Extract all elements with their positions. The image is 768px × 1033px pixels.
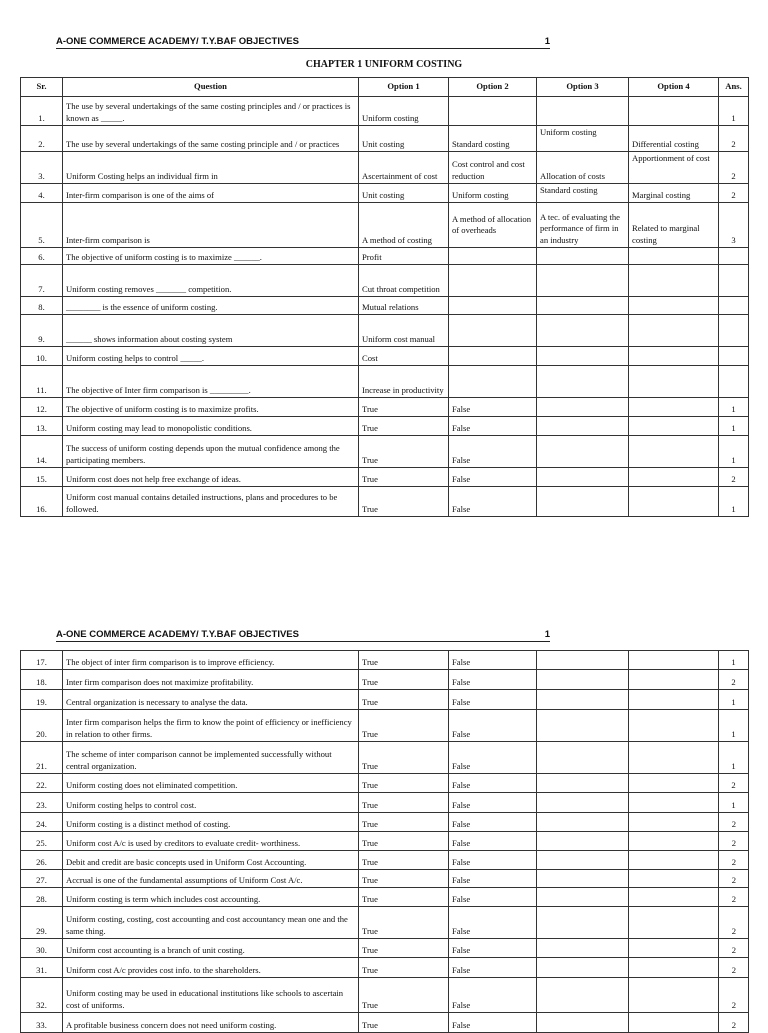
option-3 (537, 297, 629, 315)
col-header-answer: Ans. (719, 78, 749, 97)
answer: 2 (719, 851, 749, 870)
option-3 (537, 958, 629, 978)
option-2: False (449, 651, 537, 670)
question-text: The object of inter firm comparison is to improve efficiency. (63, 651, 359, 670)
table-row (21, 813, 749, 832)
option-2: False (449, 774, 537, 793)
col-header-option-1: Option 1 (359, 78, 449, 97)
question-text: Uniform costing may be used in educational institutions like schools to ascertain cost of uniforms. (63, 978, 359, 1013)
question-text: A profitable business concern does not need uniform costing. (63, 1013, 359, 1033)
table-row (21, 774, 749, 793)
option-2 (449, 347, 537, 366)
col-header-sr: Sr. (21, 78, 63, 97)
question-text: Uniform costing, costing, cost accounting and cost accountancy mean one and the same thing. (63, 907, 359, 939)
question-number: 13. (21, 417, 63, 436)
question-number: 7. (21, 265, 63, 297)
answer: 2 (719, 1013, 749, 1033)
question-number: 10. (21, 347, 63, 366)
option-4 (629, 793, 719, 813)
option-2 (449, 248, 537, 265)
answer: 2 (719, 670, 749, 690)
answer: 1 (719, 97, 749, 126)
option-1: True (359, 978, 449, 1013)
answer (719, 248, 749, 265)
option-1: True (359, 651, 449, 670)
option-1: Profit (359, 248, 449, 265)
answer (719, 315, 749, 347)
header-page-number-2: 1 (544, 629, 550, 640)
option-4 (629, 468, 719, 487)
question-text: Uniform cost A/c is used by creditors to evaluate credit- worthiness. (63, 832, 359, 851)
option-3 (537, 939, 629, 958)
option-3 (537, 742, 629, 774)
option-3 (537, 832, 629, 851)
header-title-2: A-ONE COMMERCE ACADEMY/ T.Y.BAF OBJECTIVES (56, 629, 299, 640)
option-1: Ascertainment of cost (359, 152, 449, 184)
option-4 (629, 690, 719, 710)
answer: 2 (719, 939, 749, 958)
option-1: True (359, 888, 449, 907)
option-3 (537, 248, 629, 265)
table-row (21, 398, 749, 417)
option-2: False (449, 813, 537, 832)
question-number: 16. (21, 487, 63, 517)
table-row (21, 487, 749, 517)
option-1: A method of costing (359, 203, 449, 248)
question-text: Uniform cost does not help free exchange of ideas. (63, 468, 359, 487)
option-2: Standard costing (449, 126, 537, 152)
option-4: Marginal costing (629, 184, 719, 203)
col-header-option-4: Option 4 (629, 78, 719, 97)
question-text: Accrual is one of the fundamental assumptions of Uniform Cost A/c. (63, 870, 359, 888)
option-3 (537, 366, 629, 398)
option-4 (629, 1013, 719, 1033)
option-2 (449, 366, 537, 398)
answer: 1 (719, 651, 749, 670)
option-3: A tec. of evaluating the performance of firm in an industry (537, 203, 629, 248)
answer (719, 297, 749, 315)
option-4 (629, 958, 719, 978)
question-text: Uniform cost accounting is a branch of unit costing. (63, 939, 359, 958)
option-2: False (449, 888, 537, 907)
option-4 (629, 297, 719, 315)
question-text: ______ shows information about costing system (63, 315, 359, 347)
question-number: 31. (21, 958, 63, 978)
answer: 2 (719, 184, 749, 203)
option-4 (629, 907, 719, 939)
option-3 (537, 907, 629, 939)
option-3 (537, 710, 629, 742)
answer: 2 (719, 870, 749, 888)
option-2: Cost control and cost reduction (449, 152, 537, 184)
question-number: 11. (21, 366, 63, 398)
question-text: Uniform costing helps to control _____. (63, 347, 359, 366)
answer: 1 (719, 417, 749, 436)
option-1: True (359, 958, 449, 978)
option-3 (537, 265, 629, 297)
question-number: 20. (21, 710, 63, 742)
option-1: Increase in productivity (359, 366, 449, 398)
objectives-table-1 (20, 77, 749, 517)
option-4: Differential costing (629, 126, 719, 152)
option-2: False (449, 793, 537, 813)
question-number: 18. (21, 670, 63, 690)
answer: 2 (719, 774, 749, 793)
option-4 (629, 347, 719, 366)
option-4 (629, 813, 719, 832)
answer: 1 (719, 690, 749, 710)
question-text: Uniform costing helps to control cost. (63, 793, 359, 813)
question-text: The scheme of inter comparison cannot be implemented successfully without central organization. (63, 742, 359, 774)
option-3 (537, 870, 629, 888)
question-number: 5. (21, 203, 63, 248)
answer: 1 (719, 742, 749, 774)
option-4 (629, 398, 719, 417)
option-4 (629, 888, 719, 907)
option-2 (449, 297, 537, 315)
question-text: Uniform cost manual contains detailed instructions, plans and procedures to be followed. (63, 487, 359, 517)
question-number: 14. (21, 436, 63, 468)
option-1: True (359, 774, 449, 793)
option-4 (629, 265, 719, 297)
page-header-1 (56, 36, 550, 49)
option-2: Uniform costing (449, 184, 537, 203)
answer: 2 (719, 468, 749, 487)
option-3 (537, 670, 629, 690)
question-number: 29. (21, 907, 63, 939)
option-1: True (359, 793, 449, 813)
option-3 (537, 1013, 629, 1033)
header-title: A-ONE COMMERCE ACADEMY/ T.Y.BAF OBJECTIVES (56, 36, 299, 47)
option-3 (537, 398, 629, 417)
objectives-table-2 (20, 650, 749, 1033)
option-3 (537, 468, 629, 487)
table-row (21, 742, 749, 774)
option-3 (537, 978, 629, 1013)
option-1: Cut throat competition (359, 265, 449, 297)
option-2: A method of allocation of overheads (449, 203, 537, 248)
answer: 2 (719, 813, 749, 832)
table-row (21, 347, 749, 366)
table-row (21, 366, 749, 398)
question-number: 27. (21, 870, 63, 888)
question-text: Uniform Costing helps an individual firm in (63, 152, 359, 184)
option-2 (449, 265, 537, 297)
question-number: 3. (21, 152, 63, 184)
option-1: True (359, 851, 449, 870)
question-text: Uniform costing removes _______ competition. (63, 265, 359, 297)
option-3 (537, 888, 629, 907)
table-row (21, 670, 749, 690)
option-4 (629, 651, 719, 670)
table-row (21, 651, 749, 670)
table-row (21, 888, 749, 907)
option-3: Uniform costing (537, 126, 629, 152)
question-number: 33. (21, 1013, 63, 1033)
question-text: Inter firm comparison helps the firm to know the point of efficiency or inefficiency in relation to other firms. (63, 710, 359, 742)
option-1: Cost (359, 347, 449, 366)
question-number: 32. (21, 978, 63, 1013)
option-1: True (359, 710, 449, 742)
option-2 (449, 315, 537, 347)
option-1: True (359, 813, 449, 832)
question-number: 1. (21, 97, 63, 126)
option-1: Mutual relations (359, 297, 449, 315)
option-4 (629, 939, 719, 958)
question-number: 26. (21, 851, 63, 870)
question-text: Inter-firm comparison is (63, 203, 359, 248)
option-2: False (449, 670, 537, 690)
option-3: Standard costing (537, 184, 629, 203)
question-number: 15. (21, 468, 63, 487)
option-3: Allocation of costs (537, 152, 629, 184)
table-row (21, 870, 749, 888)
question-text: Uniform costing is term which includes cost accounting. (63, 888, 359, 907)
option-1: True (359, 487, 449, 517)
option-3 (537, 774, 629, 793)
answer: 1 (719, 398, 749, 417)
table-row (21, 710, 749, 742)
option-2: False (449, 851, 537, 870)
option-3 (537, 347, 629, 366)
option-4 (629, 248, 719, 265)
question-number: 8. (21, 297, 63, 315)
table-row (21, 97, 749, 126)
option-2: False (449, 468, 537, 487)
option-4 (629, 97, 719, 126)
table-row (21, 248, 749, 265)
table-row (21, 126, 749, 152)
question-text: The objective of uniform costing is to maximize profits. (63, 398, 359, 417)
option-1: True (359, 398, 449, 417)
question-number: 25. (21, 832, 63, 851)
answer: 2 (719, 126, 749, 152)
option-1: True (359, 436, 449, 468)
table-row (21, 1013, 749, 1033)
header-page-number: 1 (544, 36, 550, 47)
answer (719, 347, 749, 366)
question-number: 6. (21, 248, 63, 265)
question-number: 22. (21, 774, 63, 793)
question-text: The use by several undertakings of the same costing principles and / or practices is known as _____. (63, 97, 359, 126)
option-3 (537, 651, 629, 670)
question-text: The success of uniform costing depends upon the mutual confidence among the participating members. (63, 436, 359, 468)
option-2: False (449, 870, 537, 888)
option-3 (537, 315, 629, 347)
table-row (21, 417, 749, 436)
answer: 2 (719, 978, 749, 1013)
table-row (21, 851, 749, 870)
question-number: 28. (21, 888, 63, 907)
option-1: True (359, 907, 449, 939)
answer: 1 (719, 710, 749, 742)
option-2: False (449, 742, 537, 774)
table-row (21, 907, 749, 939)
option-4 (629, 851, 719, 870)
chapter-title: CHAPTER 1 UNIFORM COSTING (305, 59, 463, 70)
question-number: 12. (21, 398, 63, 417)
question-text: The use by several undertakings of the same costing principle and / or practices (63, 126, 359, 152)
table-row (21, 184, 749, 203)
option-1: True (359, 690, 449, 710)
option-4 (629, 417, 719, 436)
table-row (21, 152, 749, 184)
table-row (21, 793, 749, 813)
option-2: False (449, 978, 537, 1013)
table-row (21, 468, 749, 487)
option-1: Unit costing (359, 184, 449, 203)
table-row (21, 315, 749, 347)
option-3 (537, 851, 629, 870)
question-text: The objective of uniform costing is to maximize ______. (63, 248, 359, 265)
table-row (21, 978, 749, 1013)
question-number: 17. (21, 651, 63, 670)
option-1: True (359, 417, 449, 436)
col-header-question: Question (63, 78, 359, 97)
option-4 (629, 366, 719, 398)
option-4 (629, 436, 719, 468)
option-4 (629, 487, 719, 517)
table-row (21, 265, 749, 297)
question-text: Uniform costing is a distinct method of costing. (63, 813, 359, 832)
option-4 (629, 870, 719, 888)
option-3 (537, 417, 629, 436)
answer: 2 (719, 888, 749, 907)
option-2: False (449, 436, 537, 468)
option-3 (537, 97, 629, 126)
option-2: False (449, 710, 537, 742)
option-1: True (359, 468, 449, 487)
question-text: ________ is the essence of uniform costing. (63, 297, 359, 315)
option-1: True (359, 1013, 449, 1033)
answer: 3 (719, 203, 749, 248)
question-number: 23. (21, 793, 63, 813)
table-row (21, 939, 749, 958)
question-text: Debit and credit are basic concepts used in Uniform Cost Accounting. (63, 851, 359, 870)
answer (719, 265, 749, 297)
question-text: The objective of Inter firm comparison is _________. (63, 366, 359, 398)
option-3 (537, 690, 629, 710)
answer: 2 (719, 152, 749, 184)
option-2: False (449, 487, 537, 517)
option-4 (629, 315, 719, 347)
table-row (21, 203, 749, 248)
table-row (21, 832, 749, 851)
question-text: Inter-firm comparison is one of the aims of (63, 184, 359, 203)
option-2: False (449, 690, 537, 710)
answer: 2 (719, 907, 749, 939)
option-2: False (449, 907, 537, 939)
option-2: False (449, 939, 537, 958)
table-row (21, 958, 749, 978)
option-3 (537, 487, 629, 517)
option-2: False (449, 417, 537, 436)
option-1: True (359, 670, 449, 690)
question-number: 19. (21, 690, 63, 710)
question-text: Uniform costing may lead to monopolistic conditions. (63, 417, 359, 436)
option-1: True (359, 832, 449, 851)
answer: 1 (719, 487, 749, 517)
option-2: False (449, 832, 537, 851)
answer: 2 (719, 832, 749, 851)
option-4 (629, 710, 719, 742)
table-header-row (21, 78, 749, 97)
option-1: True (359, 870, 449, 888)
question-text: Central organization is necessary to analyse the data. (63, 690, 359, 710)
question-number: 24. (21, 813, 63, 832)
page-header-2 (56, 629, 550, 642)
option-2: False (449, 958, 537, 978)
option-2 (449, 97, 537, 126)
answer (719, 366, 749, 398)
col-header-option-2: Option 2 (449, 78, 537, 97)
question-text: Uniform cost A/c provides cost info. to the shareholders. (63, 958, 359, 978)
answer: 1 (719, 793, 749, 813)
col-header-option-3: Option 3 (537, 78, 629, 97)
option-4: Apportionment of cost (629, 152, 719, 184)
option-3 (537, 813, 629, 832)
option-2: False (449, 1013, 537, 1033)
option-4 (629, 832, 719, 851)
answer: 1 (719, 436, 749, 468)
option-4: Related to marginal costing (629, 203, 719, 248)
question-number: 30. (21, 939, 63, 958)
option-4 (629, 978, 719, 1013)
option-1: Unit costing (359, 126, 449, 152)
option-3 (537, 436, 629, 468)
question-number: 4. (21, 184, 63, 203)
question-number: 2. (21, 126, 63, 152)
question-text: Inter firm comparison does not maximize profitability. (63, 670, 359, 690)
table-row (21, 690, 749, 710)
question-text: Uniform costing does not eliminated competition. (63, 774, 359, 793)
question-number: 21. (21, 742, 63, 774)
option-3 (537, 793, 629, 813)
option-1: True (359, 742, 449, 774)
option-2: False (449, 398, 537, 417)
answer: 2 (719, 958, 749, 978)
option-1: True (359, 939, 449, 958)
option-4 (629, 774, 719, 793)
table-row (21, 436, 749, 468)
option-1: Uniform costing (359, 97, 449, 126)
option-4 (629, 670, 719, 690)
table-row (21, 297, 749, 315)
question-number: 9. (21, 315, 63, 347)
option-1: Uniform cost manual (359, 315, 449, 347)
option-4 (629, 742, 719, 774)
